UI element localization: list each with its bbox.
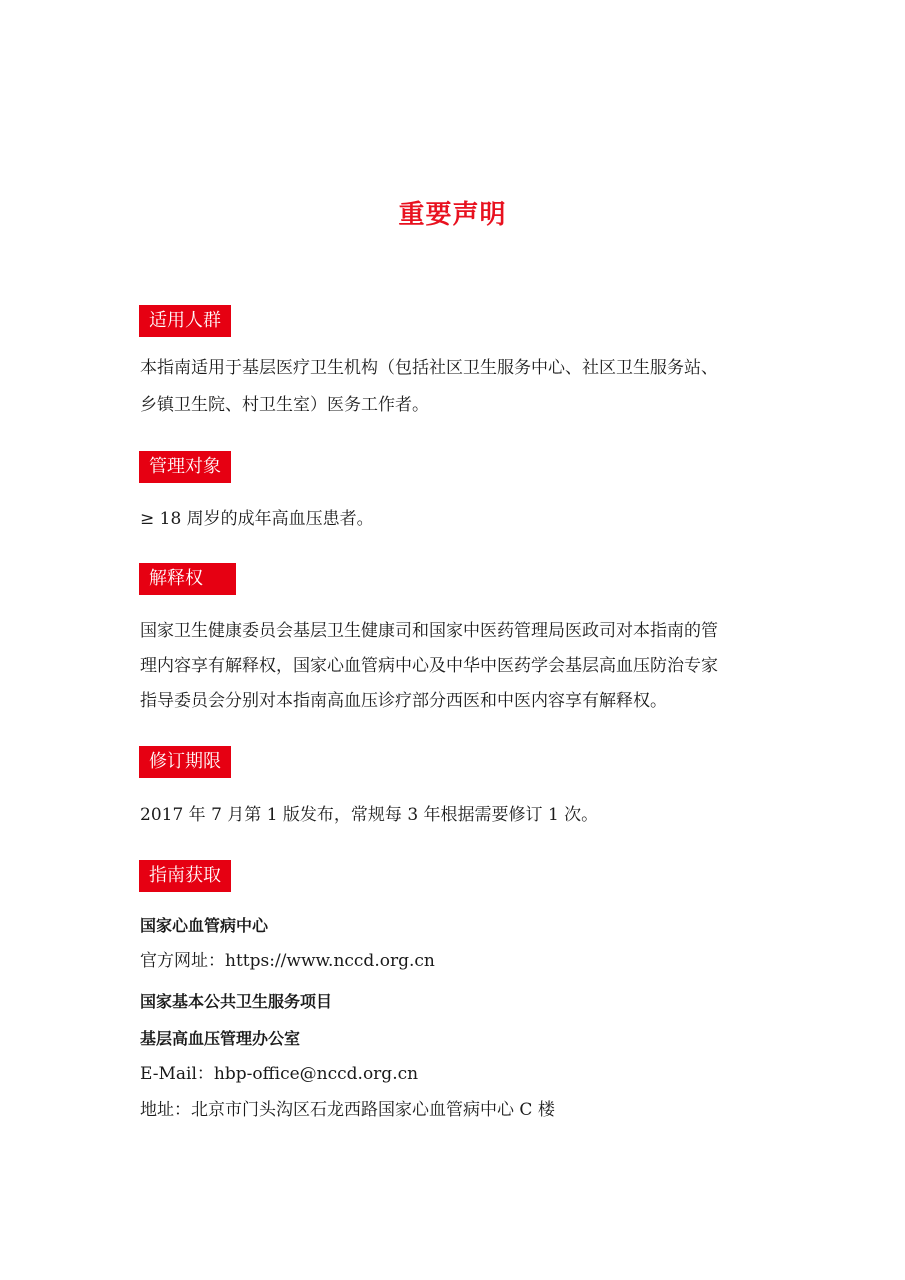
org-name-project: 国家基本公共卫生服务项目: [140, 992, 333, 1011]
section-tag-management-target: 管理对象: [139, 451, 231, 483]
org-name-office: 基层高血压管理办公室: [140, 1029, 301, 1048]
website-text: 官方网址：https://www.nccd.org.cn: [140, 951, 435, 971]
section-tag-guideline-access: 指南获取: [139, 860, 231, 892]
section-text-line: 理内容享有解释权，国家心血管病中心及中华中医药学会基层高血压防治专家: [140, 656, 718, 676]
section-text-line: 乡镇卫生院、村卫生室）医务工作者。: [140, 395, 429, 415]
org-name-nccd: 国家心血管病中心: [140, 916, 269, 935]
section-text-line: ≥ 18 周岁的成年高血压患者。: [140, 509, 374, 529]
section-text-line: 本指南适用于基层医疗卫生机构（包括社区卫生服务中心、社区卫生服务站、: [140, 358, 718, 378]
page-title: 重要声明: [398, 200, 507, 230]
section-text-line: 国家卫生健康委员会基层卫生健康司和国家中医药管理局医政司对本指南的管: [140, 621, 718, 641]
section-tag-applicable-population: 适用人群: [139, 305, 231, 337]
section-tag-interpretation-right: 解释权: [139, 563, 236, 595]
email-text: E-Mail：hbp-office@nccd.org.cn: [140, 1064, 419, 1084]
section-tag-revision-period: 修订期限: [139, 746, 231, 778]
section-text-line: 2017 年 7 月第 1 版发布，常规每 3 年根据需要修订 1 次。: [140, 805, 599, 825]
section-text-line: 指导委员会分别对本指南高血压诊疗部分西医和中医内容享有解释权。: [140, 691, 667, 711]
address-text: 地址：北京市门头沟区石龙西路国家心血管病中心 C 楼: [140, 1100, 555, 1120]
